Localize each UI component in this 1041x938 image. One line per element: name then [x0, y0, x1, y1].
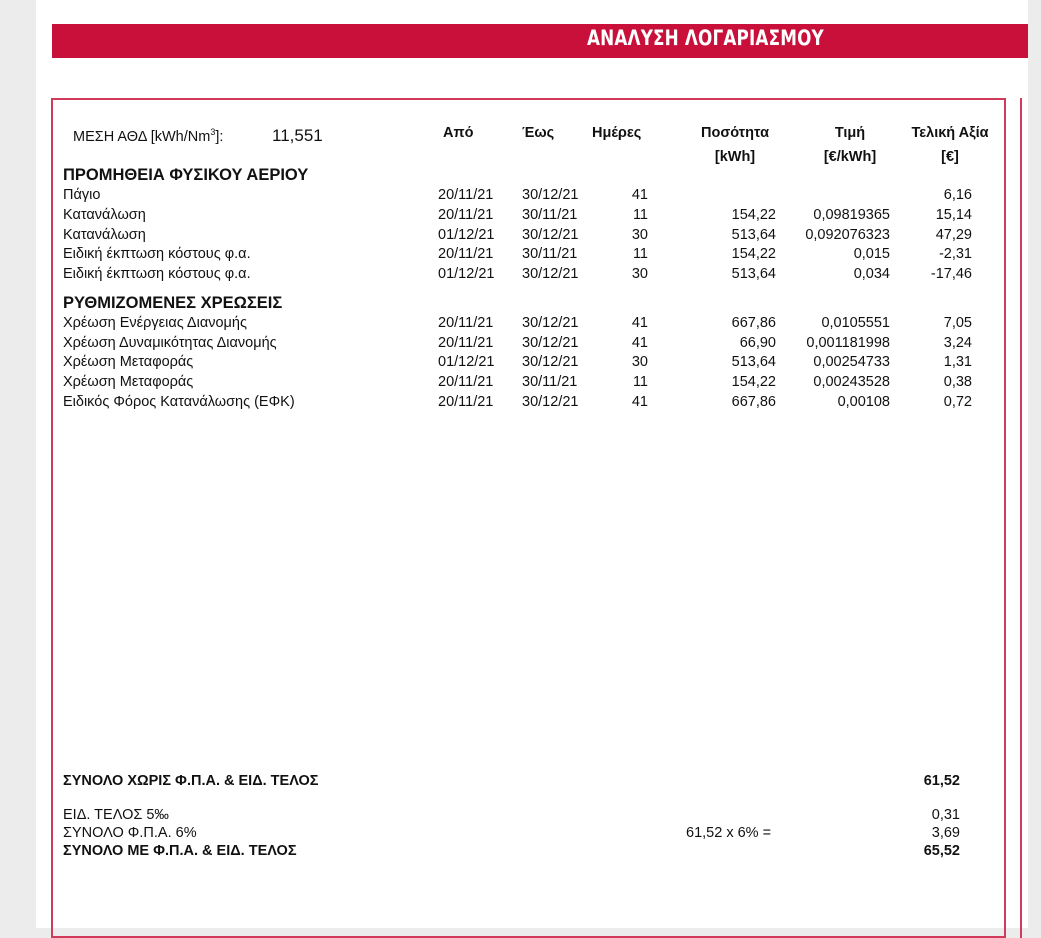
grand-total-value: 65,52	[923, 843, 960, 859]
row-to: 30/12/21	[522, 335, 579, 351]
row-description: Ειδική έκπτωση κόστους φ.α.	[63, 246, 251, 262]
row-description: Ειδική έκπτωση κόστους φ.α.	[63, 266, 251, 282]
row-total: 15,14	[935, 207, 972, 223]
row-quantity: 154,22	[731, 207, 776, 223]
row-days: 11	[632, 207, 648, 223]
row-to: 30/12/21	[522, 394, 579, 410]
average-gcv-value: 11,551	[272, 126, 323, 145]
row-quantity: 154,22	[731, 374, 776, 390]
col-header-quantity: Ποσότητα	[700, 125, 769, 141]
row-total: 47,29	[935, 227, 972, 243]
grand-total-label: ΣΥΝΟΛΟ ΜΕ Φ.Π.Α. & ΕΙΔ. ΤΕΛΟΣ	[63, 843, 297, 859]
row-days: 41	[631, 335, 648, 351]
row-days: 30	[631, 354, 648, 370]
subtotal-label: ΣΥΝΟΛΟ ΧΩΡΙΣ Φ.Π.Α. & ΕΙΔ. ΤΕΛΟΣ	[63, 773, 319, 789]
row-description: Ειδικός Φόρος Κατανάλωσης (ΕΦΚ)	[63, 394, 295, 410]
row-description: Χρέωση Δυναμικότητας Διανομής	[63, 335, 277, 351]
row-total: 0,72	[943, 394, 972, 410]
row-description: Πάγιο	[63, 187, 101, 203]
row-from: 20/11/21	[438, 335, 494, 351]
row-price: 0,00243528	[813, 374, 890, 390]
row-description: Χρέωση Μεταφοράς	[63, 374, 194, 390]
row-price: 0,00108	[837, 394, 890, 410]
col-header-from: Από	[443, 125, 474, 141]
row-price: 0,0105551	[821, 315, 890, 331]
row-total: -17,46	[930, 266, 972, 282]
row-to: 30/12/21	[522, 227, 579, 243]
row-quantity: 154,22	[731, 246, 776, 262]
row-total: 7,05	[943, 315, 972, 331]
vat-calculation: 61,52 x 6% =	[686, 825, 772, 841]
row-from: 01/12/21	[438, 354, 495, 370]
row-days: 41	[631, 315, 648, 331]
col-header-price: Τιμή	[834, 125, 866, 141]
row-to: 30/12/21	[522, 266, 579, 282]
section-title: ΠΡΟΜΗΘΕΙΑ ΦΥΣΙΚΟΥ ΑΕΡΙΟΥ	[63, 166, 309, 184]
average-gcv-label: ΜΕΣΗ ΑΘΔ [kWh/Nm$^3$]:	[73, 127, 224, 145]
analysis-box	[51, 98, 1006, 938]
section-title: ΡΥΘΜΙΖΟΜΕΝΕΣ ΧΡΕΩΣΕΙΣ	[63, 294, 283, 312]
row-from: 20/11/21	[438, 187, 494, 203]
row-quantity: 513,64	[731, 354, 776, 370]
row-to: 30/11/21	[522, 207, 578, 223]
row-from: 01/12/21	[438, 266, 495, 282]
col-header-final-value-unit: [€]	[941, 149, 959, 165]
row-total: 0,38	[943, 374, 972, 390]
header-banner	[52, 24, 1028, 58]
row-quantity: 66,90	[739, 335, 776, 351]
special-fee-label: ΕΙΔ. ΤΕΛΟΣ 5‰	[63, 807, 169, 823]
col-header-final-value: Τελική Αξία	[911, 125, 989, 141]
row-price: 0,001181998	[806, 335, 890, 351]
row-days: 30	[631, 266, 648, 282]
row-to: 30/11/21	[522, 246, 578, 262]
row-from: 01/12/21	[438, 227, 495, 243]
vat-label: ΣΥΝΟΛΟ Φ.Π.Α. 6%	[63, 825, 197, 841]
row-quantity: 667,86	[731, 315, 776, 331]
subtotal-value: 61,52	[923, 773, 960, 789]
row-quantity: 513,64	[731, 266, 776, 282]
col-header-days: Ημέρες	[592, 125, 642, 141]
row-to: 30/11/21	[522, 374, 578, 390]
row-from: 20/11/21	[438, 394, 494, 410]
page-title: ΑΝΑΛΥΣΗ ΛΟΓΑΡΙΑΣΜΟΥ	[587, 26, 824, 50]
row-price: 0,015	[853, 246, 890, 262]
row-quantity: 513,64	[731, 227, 776, 243]
row-to: 30/12/21	[522, 354, 579, 370]
row-from: 20/11/21	[438, 246, 494, 262]
row-price: 0,09819365	[813, 207, 890, 223]
row-from: 20/11/21	[438, 207, 494, 223]
row-total: -2,31	[938, 246, 972, 262]
row-days: 41	[631, 187, 648, 203]
row-price: 0,034	[853, 266, 890, 282]
special-fee-value: 0,31	[931, 807, 960, 823]
col-header-price-unit: [€/kWh]	[823, 149, 877, 165]
row-description: Χρέωση Μεταφοράς	[63, 354, 194, 370]
vat-value: 3,69	[931, 825, 960, 841]
row-total: 1,31	[943, 354, 972, 370]
row-to: 30/12/21	[522, 315, 579, 331]
row-days: 11	[632, 374, 648, 390]
row-to: 30/12/21	[522, 187, 579, 203]
row-days: 30	[631, 227, 648, 243]
row-total: 3,24	[943, 335, 972, 351]
row-from: 20/11/21	[438, 374, 494, 390]
row-description: Χρέωση Ενέργειας Διανομής	[63, 315, 247, 331]
adjacent-box-edge	[1020, 98, 1041, 938]
col-header-quantity-unit: [kWh]	[714, 149, 756, 165]
row-price: 0,00254733	[813, 354, 890, 370]
row-quantity: 667,86	[731, 394, 776, 410]
row-days: 41	[631, 394, 648, 410]
row-price: 0,092076323	[805, 227, 890, 243]
row-description: Κατανάλωση	[63, 227, 146, 243]
row-days: 11	[632, 246, 648, 262]
row-from: 20/11/21	[438, 315, 494, 331]
row-total: 6,16	[943, 187, 972, 203]
col-header-to: Έως	[522, 125, 555, 141]
row-description: Κατανάλωση	[63, 207, 146, 223]
